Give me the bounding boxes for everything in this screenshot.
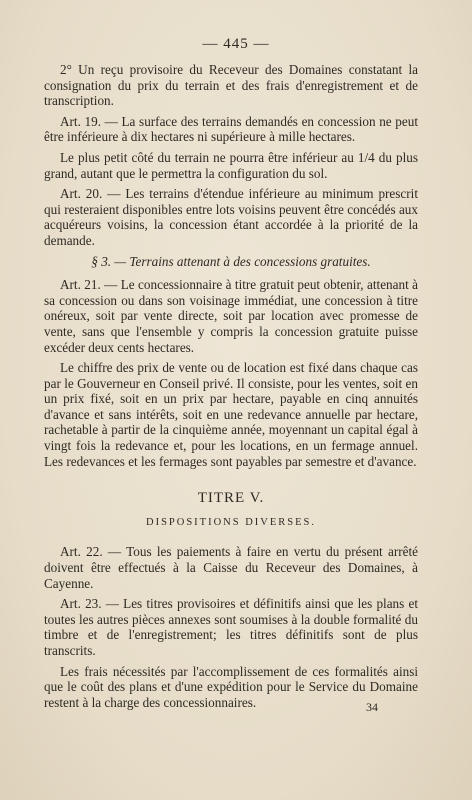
page-number: — 445 — bbox=[202, 36, 270, 52]
paragraph-cote-terrain: Le plus petit côté du terrain ne pourra être inférieur au 1/4 du plus grand, autant que le permettra la configuration du sol. bbox=[44, 149, 418, 181]
signature-mark: 34 bbox=[366, 700, 378, 714]
paragraph-art-22: Art. 22. — Tous les paiements à faire en vertu du présent arrêté doivent être effectués à la Caisse du Receveur des Domaines, à Cayenne. bbox=[44, 544, 418, 591]
paragraph-art-21: Art. 21. — Le concessionnaire à titre gratuit peut obtenir, attenant à sa concession ou dans son voisinage immédiat, une concession à titre onéreux, soit par vente directe, soit par location avec promesse de vente, sans que l'ensemble y compris la concession gratuite puisse excéder deux cents hectares. bbox=[44, 277, 418, 355]
paragraph-frais: Les frais nécessités par l'accomplissement de ces formalités ainsi que le coût des plans et d'une expédition pour le Service du Domaine restent à la charge des concessionnaires. bbox=[44, 663, 418, 710]
titre-heading: TITRE V. bbox=[197, 490, 265, 507]
document-body bbox=[44, 62, 418, 715]
paragraph-art-19: Art. 19. — La surface des terrains demandés en concession ne peut être inférieure à dix hectares ni supérieure à mille hectares. bbox=[44, 113, 418, 145]
paragraph-art-20: Art. 20. — Les terrains d'étendue inférieure au minimum prescrit qui resteraient disponibles entre lots voisins peuvent être concédés aux acquéreurs voisins, la concession étant accordée à la priorité de la demande. bbox=[44, 186, 418, 248]
subtitle-heading: DISPOSITIONS DIVERSES. bbox=[145, 516, 316, 528]
paragraph-art-23: Art. 23. — Les titres provisoires et définitifs ainsi que les plans et toutes les autres pièces annexes sont soumises à la double formalité du timbre et de l'enregistrement; les titres définitifs sont de plus transcrits. bbox=[44, 596, 418, 658]
paragraph-reçu: 2° Un reçu provisoire du Receveur des Domaines constatant la consignation du prix du terrain et des frais d'enregistrement et de transcription. bbox=[44, 62, 418, 109]
paragraph-prix: Le chiffre des prix de vente ou de location est fixé dans chaque cas par le Gouverneur en Conseil privé. Il consiste, pour les ventes, soit en un prix fixé, soit en un prix par hectare, payable en cinq annuités d'avance et sans intérêts, soit en une redevance annuelle par hectare, rachetable à partir de la cinquième année, moyennant un capital égal à vingt fois la redevance et, pour les locations, en un fermage annuel. Les redevances et les fermages sont payables par semestre et d'avance. bbox=[44, 360, 418, 469]
section-heading: § 3. — Terrains attenant à des concessions gratuites. bbox=[91, 253, 371, 269]
